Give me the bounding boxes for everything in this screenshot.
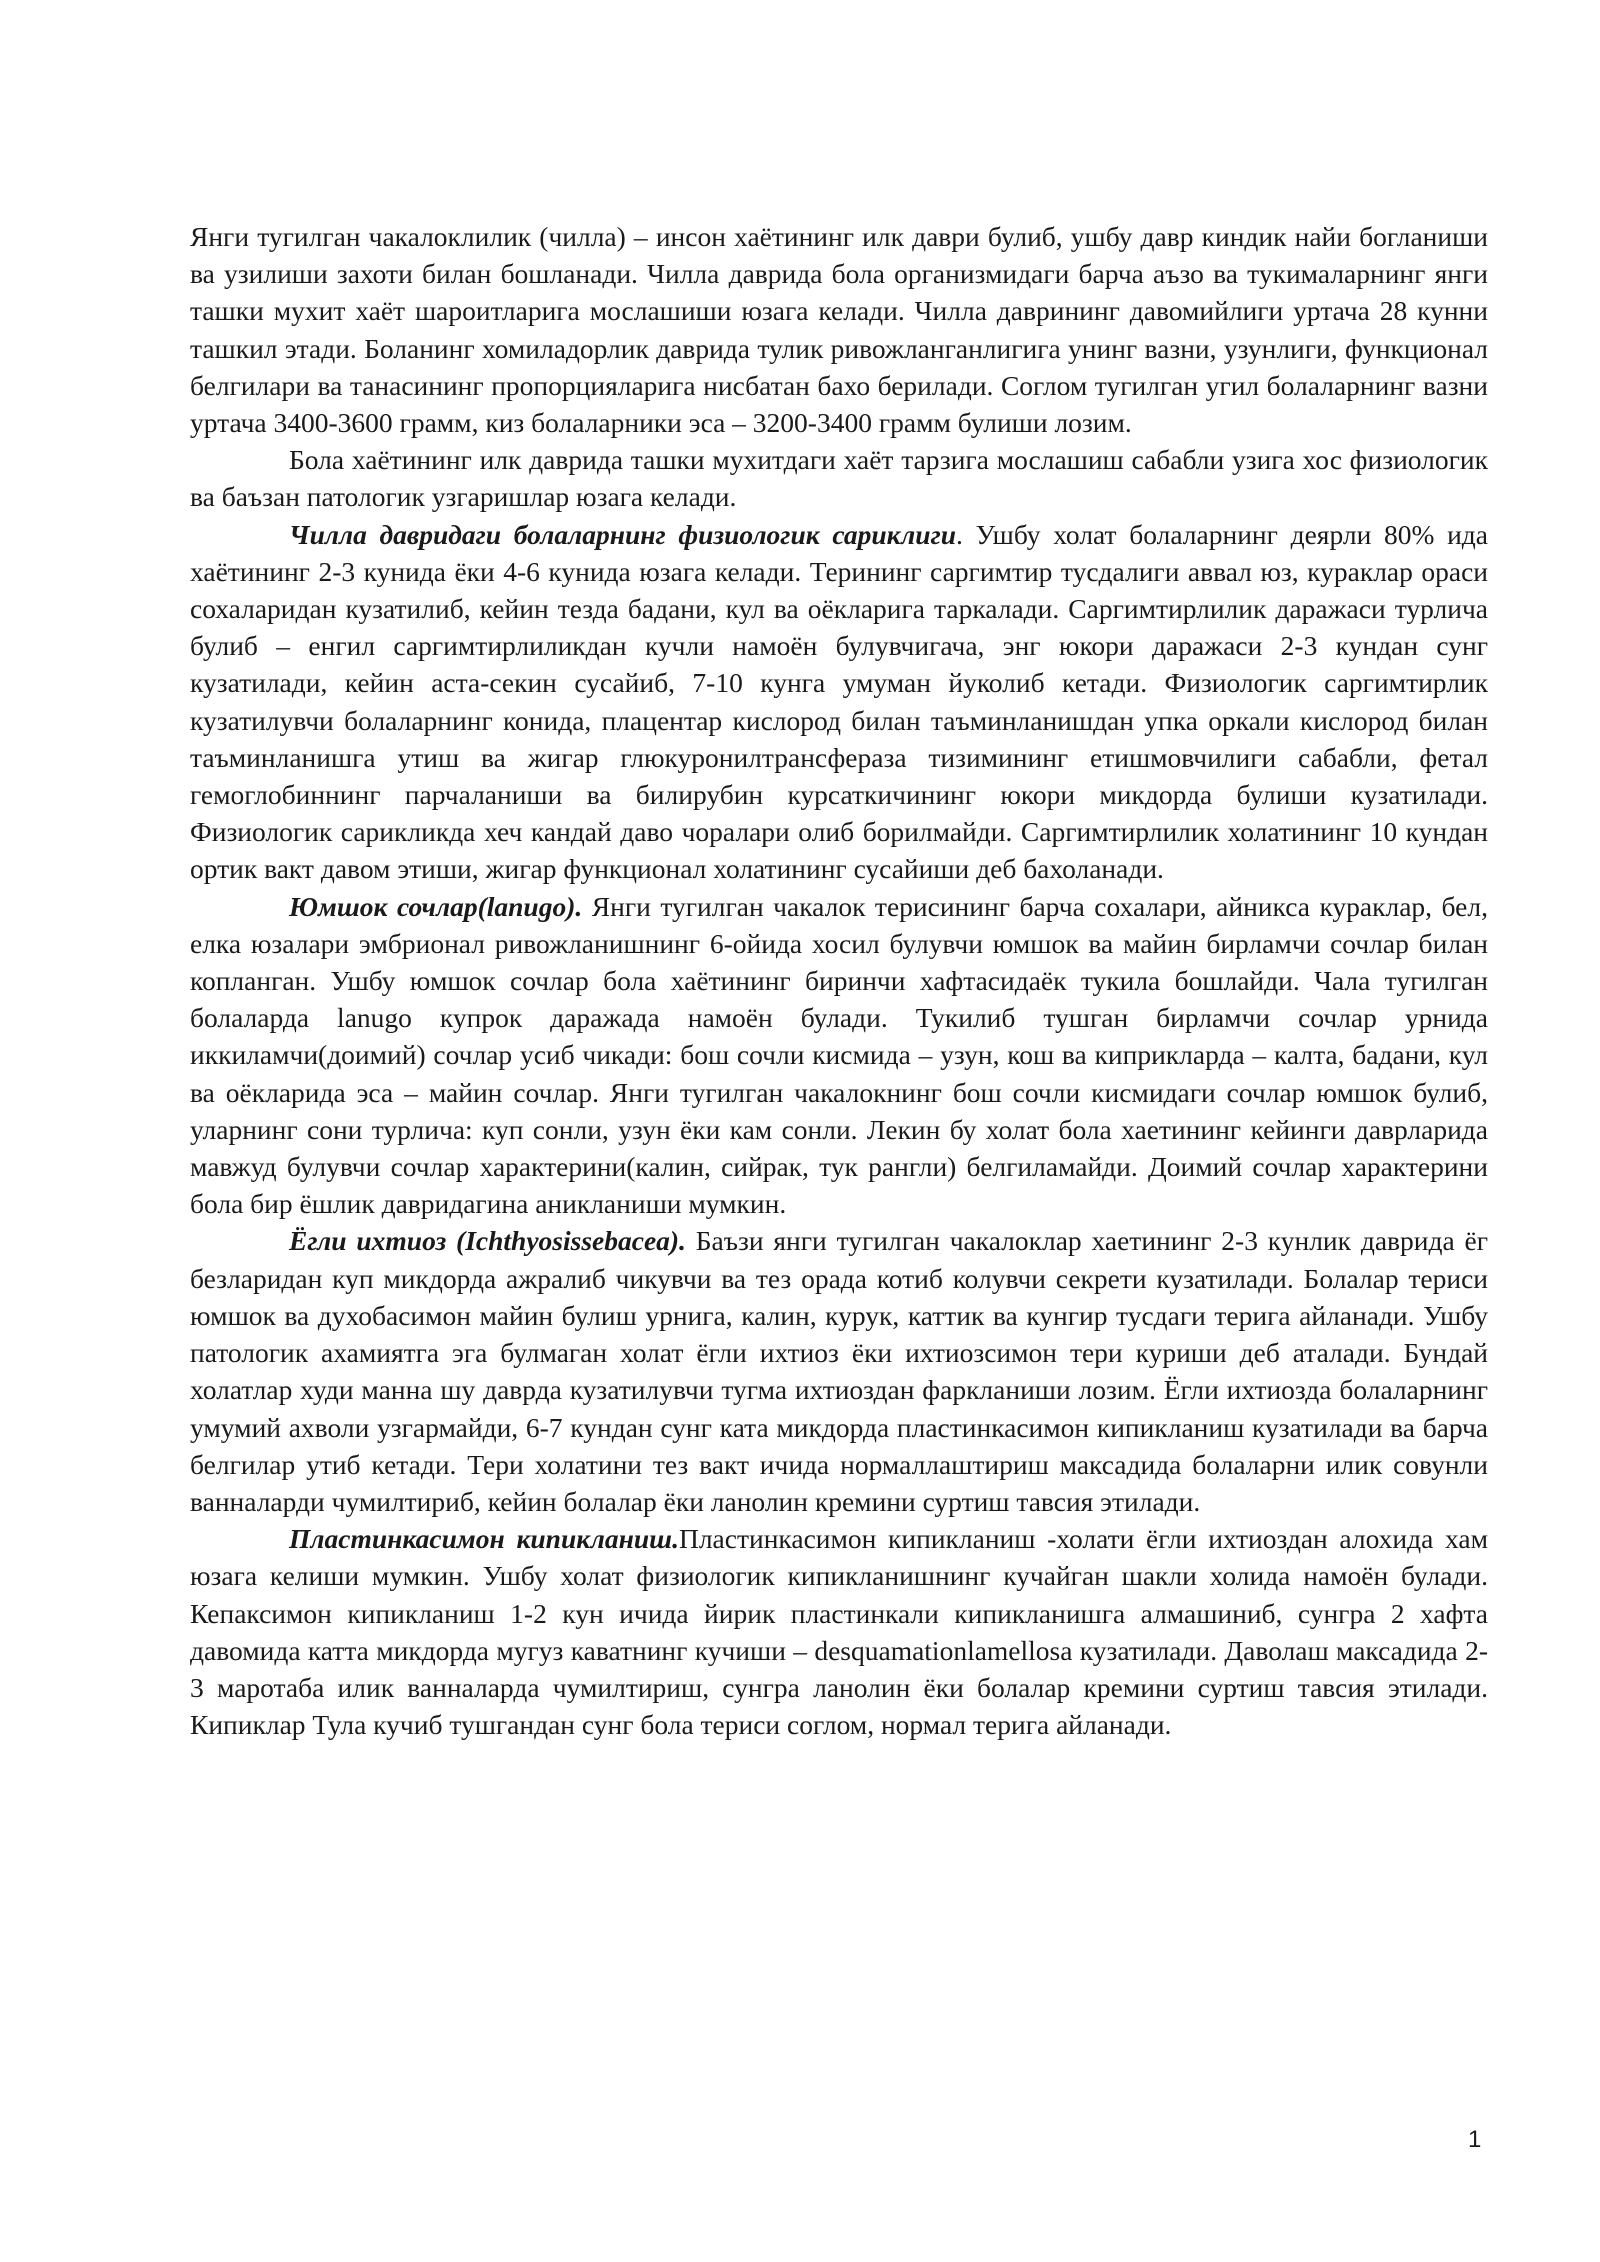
page-number: 1	[1468, 2126, 1482, 2153]
section-heading: Ёгли ихтиоз (Ichthyosissebacea).	[289, 1225, 686, 1257]
document-body	[190, 218, 1488, 1743]
paragraph-sebaceous-ichthyosis	[190, 1222, 1488, 1520]
section-heading: Пластинкасимон кипикланиш.	[289, 1523, 679, 1555]
paragraph-text: Баъзи янги тугилган чакалоклар хаетининг 2-3 кунлик даврида ёг безларидан куп микдорда ажралиб чикувчи ва тез орада котиб колувчи секрети кузатилади. Болалар териси юмшок ва духобасимон майин булиш урнига, калин, курук, каттик ва кунгир тусдаги терига айланади. Ушбу патологик ахамиятга эга булмаган холат ёгли ихтиоз ёки ихтиозсимон тери куриши деб аталади. Бундай холатлар худи манна шу даврда кузатилувчи тугма ихтиоздан фаркланиши лозим. Ёгли ихтиозда болаларнинг умумий ахволи узгармайди, 6-7 кундан сунг ката микдорда пластинкасимон кипикланиш кузатилади ва барча белгилар утиб кетади. Тери холатини тез вакт ичида нормаллаштириш максадида болаларни илик совунли ванналарди чумилтириб, кейин болалар ёки ланолин кремини суртиш тавсия этилади.	[190, 1225, 1488, 1517]
paragraph-text: Янги тугилган чакалок терисининг барча сохалари, айникса кураклар, бел, елка юзалари эмбрионал ривожланишнинг 6-ойида хосил булувчи юмшок ва майин бирламчи сочлар билан копланган. Ушбу юмшок сочлар бола хаётининг биринчи хафтасидаёк тукила бошлайди. Чала тугилган болаларда lanugo купрок даражада намоён булади. Тукилиб тушган бирламчи сочлар урнида иккиламчи(доимий) сочлар усиб чикади: бош сочли кисмида – узун, кош ва киприкларда – калта, бадани, кул ва оёкларида эса – майин сочлар. Янги тугилган чакалокнинг бош сочли кисмидаги сочлар юмшок булиб, уларнинг сони турлича: куп сонли, узун ёки кам сонли. Лекин бу холат бола хаетининг кейинги даврларида мавжуд булувчи сочлар характерини(калин, сийрак, тук рангли) белгиламайди. Доимий сочлар характерини бола бир ёшлик давридагина аникланиши мумкин.	[190, 890, 1488, 1220]
paragraph-text: . Ушбу холат болаларнинг деярли 80% ида хаётининг 2-3 кунида ёки 4-6 кунида юзага келади. Терининг саргимтир тусдалиги аввал юз, кураклар ораси сохаларидан кузатилиб, кейин тезда бадани, кул ва оёкларига таркалади. Саргимтирлилик даражаси турлича булиб – енгил саргимтирлиликдан кучли намоён булувчигача, энг юкори даражаси 2-3 кундан сунг кузатилади, кейин аста-секин сусайиб, 7-10 кунга умуман йуколиб кетади. Физиологик саргимтирлик кузатилувчи болаларнинг конида, плацентар кислород билан таъминланишдан упка оркали кислород билан таъминланишга утиш ва жигар глюкуронилтрансфераза тизимининг етишмовчилиги сабабли, фетал гемоглобиннинг парчаланиши ва билирубин курсаткичининг юкори микдорда булиши кузатилади. Физиологик сарикликда хеч кандай даво чоралари олиб борилмайди. Саргимтирлилик холатининг 10 кундан ортик вакт давом этиши, жигар функционал холатининг сусайиши деб бахоланади.	[190, 518, 1488, 885]
section-heading: Чилла давридаги болаларнинг физиологик сариклиги	[289, 518, 957, 550]
paragraph-text: Янги тугилган чакалоклилик (чилла) – инсон хаётининг илк даври булиб, ушбу давр киндик найи богланиши ва узилиши захоти билан бошланади. Чилла даврида бола организмидаги барча аъзо ва тукималарнинг янги ташки мухит хаёт шароитларига мослашиши юзага келади. Чилла даврининг давомийлиги уртача 28 кунни ташкил этади. Боланинг хомиладорлик даврида тулик ривожланганлигига унинг вазни, узунлиги, функционал белгилари ва танасининг пропорцияларига нисбатан бахо берилади. Соглом тугилган угил болаларнинг вазни уртача 3400-3600 грамм, киз болаларники эса – 3200-3400 грамм булиши лозим.	[190, 221, 1488, 439]
paragraph-lamellar-desquamation	[190, 1520, 1488, 1743]
paragraph-physiological-jaundice	[190, 516, 1488, 888]
paragraph-intro	[190, 218, 1488, 441]
paragraph-text: Пластинкасимон кипикланиш -холати ёгли ихтиоздан алохида хам юзага келиши мумкин. Ушбу холат физиологик кипикланишнинг кучайган шакли холида намоён булади. Кепаксимон кипикланиш 1-2 кун ичида йирик пластинкали кипикланишга алмашиниб, сунгра 2 хафта давомида катта микдорда мугуз каватнинг кучиши – desquamationlamellosa кузатилади. Даволаш максадида 2-3 маротаба илик ванналарда чумилтириш, сунгра ланолин ёки болалар кремини суртиш тавсия этилади. Кипиклар Тула кучиб тушгандан сунг бола териси соглом, нормал терига айланади.	[190, 1523, 1488, 1741]
paragraph-lanugo	[190, 888, 1488, 1223]
paragraph-text: Бола хаётининг илк даврида ташки мухитдаги хаёт тарзига мослашиш сабабли узига хос физиологик ва баъзан патологик узгаришлар юзага келади.	[190, 444, 1488, 513]
paragraph-adaptation	[190, 441, 1488, 515]
section-heading: Юмшок сочлар(lanugo).	[289, 890, 583, 922]
